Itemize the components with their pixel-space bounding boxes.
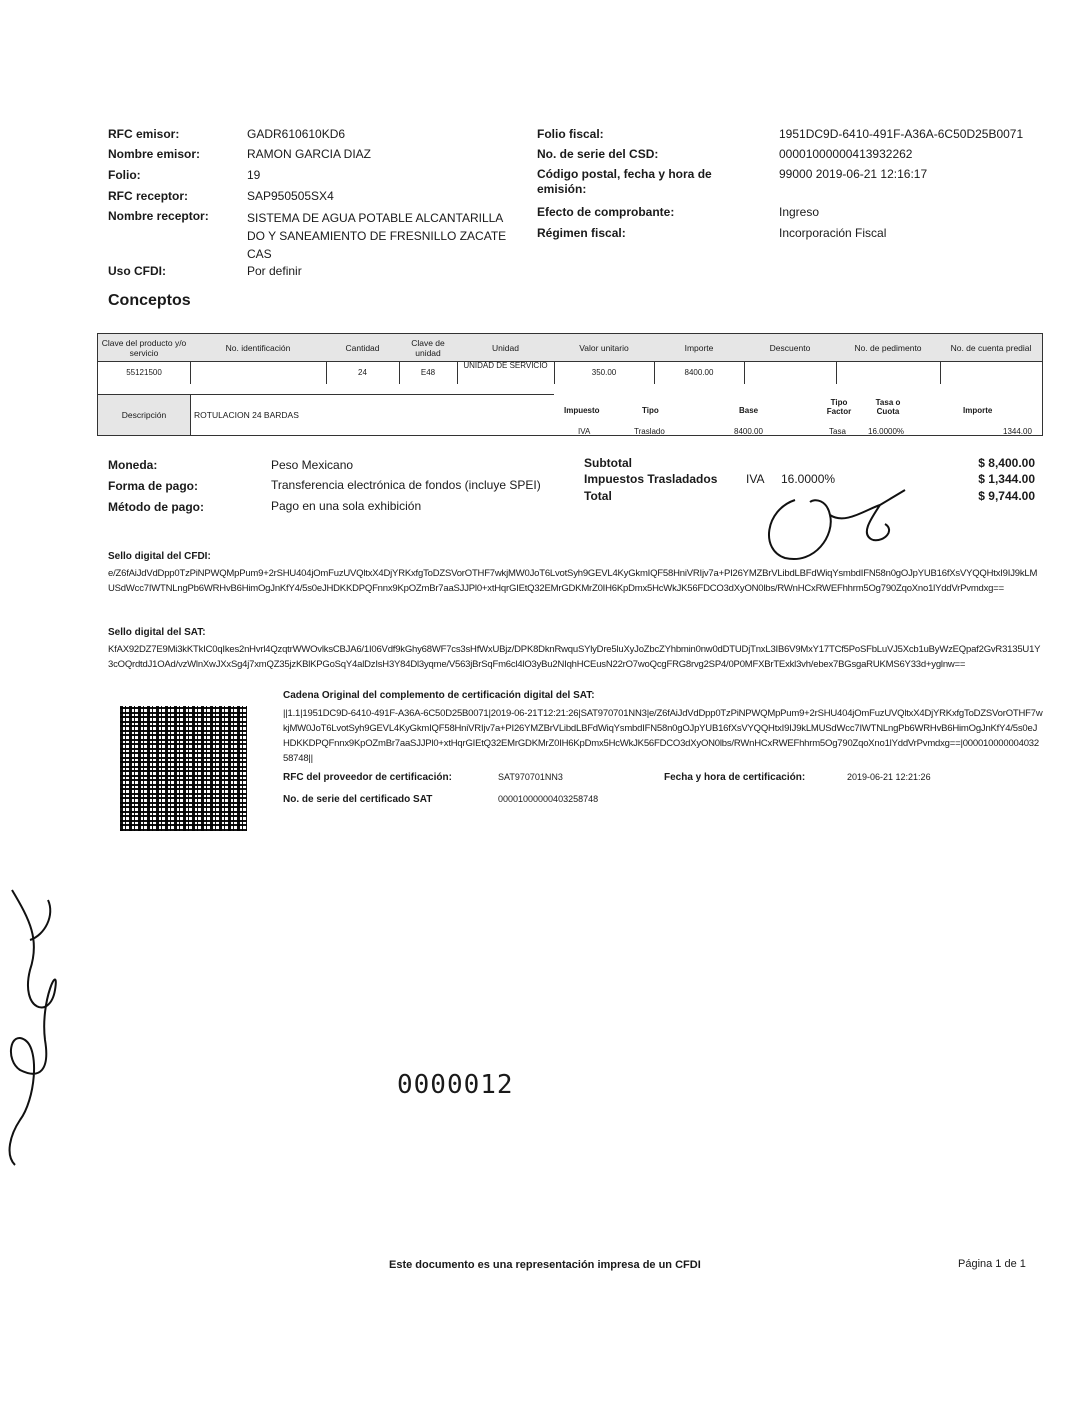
cell-descuento (744, 361, 837, 384)
sello-cfdi-label: Sello digital del CFDI: (108, 551, 211, 562)
tax-col-tipo-factor: Tipo Factor (826, 398, 852, 416)
total-value: $ 9,744.00 (978, 489, 1035, 503)
iva-label: IVA (746, 472, 765, 486)
folio-value: 19 (247, 168, 261, 182)
tax-importe: 1344.00 (1003, 427, 1032, 436)
col-cantidad: Cantidad (326, 334, 400, 361)
conceptos-title: Conceptos (108, 292, 191, 309)
col-importe: Importe (654, 334, 745, 361)
fecha-cert-label: Fecha y hora de certificación: (664, 772, 806, 783)
cell-importe: 8400.00 (654, 361, 745, 384)
subtotal-label: Subtotal (584, 456, 632, 470)
regimen-value: Incorporación Fiscal (779, 226, 887, 240)
col-clave-producto: Clave del producto y/o servicio (98, 334, 191, 361)
tax-col-tasa: Tasa o Cuota (875, 398, 901, 416)
rfc-receptor-value: SAP950505SX4 (247, 189, 334, 203)
cell-valor-unitario: 350.00 (554, 361, 655, 384)
fecha-cert-value: 2019-06-21 12:21:26 (847, 772, 931, 782)
regimen-label: Régimen fiscal: (537, 226, 626, 240)
col-pedimento: No. de pedimento (836, 334, 941, 361)
nombre-receptor-label: Nombre receptor: (108, 209, 209, 223)
tax-tasa: 16.0000% (868, 427, 905, 436)
nombre-emisor-value: RAMON GARCIA DIAZ (247, 147, 372, 161)
sello-cfdi-value: e/Z6fAiJdVdDpp0TzPiNPWQMpPum9+2rSHU404jOmFuzUVQltxX4DjYRKxfgToDZSVorOTHF7wkjMW0JoT6LvotSyh9GEVL4KyGkmIQF58HniVRIjv7a+PI26YMZBrVLibdLBFdWiqYsmbdIFN58n0gOJpYUB16fXsVYQQHtxI9IJ9kLMUSdWcc7IWTNLngPb6WRHvB6HimOgJnKfY4/5s0eJHDKKDPQFnnx9KpOZmBr7aaSJJPl0+xtHqrGIEtQ32EMrGDKMrZ0IH6KpDmx5HcWkJK56FDCO3dXyON0lbs/RWnHCxRWEFhhrm5Og790ZqoXno1lYddVrPvmdxg== (108, 568, 1038, 594)
serie-sat-value: 00001000000403258748 (498, 794, 599, 804)
tax-col-importe: Importe (963, 406, 993, 415)
cadena-value: ||1.1|1951DC9D-6410-491F-A36A-6C50D25B0071|2019-06-21T12:21:26|SAT970701NN3|e/Z6fAiJdVdDpp0TzPiNPWQMpPum9+2rSHU404jOmFuzUVQltxX4DjYRKxfgToDZSVorOTHF7wkjMW0JoT6LvotSyh9GEVL4KyGkmIQF58HniVRIjv7a+PI26YMZBrVLibdLBFdWiqYsmbdIFN58n0gOJpYUB16fXsVYQQHtxI9IJ9kLMUSdWcc7IWTNLngPb6WRHvB6HimOgJnKfY4/5s0eJHDKKDPQFnnx9KpOZmBr7aaSJJPl0+xtHqrGIEtQ32EMrGDKMrZ0IH6KpDmx5HcWkJK56FDCO3dXyON0lbs/RWnHCxRWEFhhrm5Og790ZqoXno1lYddVrPvmdxg==|00001000000403258748|| (283, 708, 1043, 764)
qr-code (120, 706, 247, 831)
forma-pago-label: Forma de pago: (108, 479, 199, 493)
page-indicator: Página 1 de 1 (958, 1258, 1026, 1270)
sello-sat-label: Sello digital del SAT: (108, 627, 206, 638)
cell-no-identificacion (190, 361, 327, 384)
subtotal-value: $ 8,400.00 (978, 456, 1035, 470)
tax-col-tipo: Tipo (642, 406, 659, 415)
moneda-label: Moneda: (108, 458, 158, 472)
col-descuento: Descuento (744, 334, 837, 361)
conceptos-table (97, 333, 1043, 436)
tax-tipo: Traslado (634, 427, 665, 436)
cadena-label: Cadena Original del complemento de certificación digital del SAT: (283, 690, 595, 701)
sello-sat-value: KfAX92DZ7E9Mi3kKTkIC0qIkes2nHvrl4QzqtrWWOvlksCBJA6/1I06Vdf9kGhy68WF7cs3sHfWxUBjz/DPK8DknRwquSYlyDre5luXyJoZbcZYhbmin0nw0dDTUDjTnxL3IB6V9MxY17TCf5PoSFbLuVJ5Xcb1uByWzEQpaf2GvR3135U1Y3cOQrdtdJ1OAd/vzWlnXwJXxSg4j7xmQZ35jzKBlKPGoSqY4alDzIsH3Y84Dl3yqme/V563jBrSqFm6cl4lO3yBu2NIqhHCEusN22rO7woQcgFRG8rvg2SP4/0P0MFXBrTExkl3vh/ebex7BGsgaRUKMS6Y33d+yglnw== (108, 644, 1041, 670)
stamp-number: 0000012 (397, 1070, 514, 1100)
margin-signature (0, 880, 80, 1170)
cell-cuenta-predial (940, 361, 1042, 384)
col-no-identificacion: No. identificación (190, 334, 327, 361)
folio-fiscal-label: Folio fiscal: (537, 127, 604, 141)
metodo-pago-value: Pago en una sola exhibición (271, 499, 422, 513)
col-valor-unitario: Valor unitario (554, 334, 655, 361)
tax-base: 8400.00 (734, 427, 763, 436)
col-unidad: Unidad (457, 334, 555, 361)
cell-pedimento (836, 361, 941, 384)
uso-cfdi-value: Por definir (247, 264, 302, 278)
cell-cantidad: 24 (326, 361, 400, 384)
rfc-emisor-label: RFC emisor: (108, 127, 180, 141)
efecto-label: Efecto de comprobante: (537, 205, 675, 219)
forma-pago-value: Transferencia electrónica de fondos (incluye SPEI) (271, 478, 541, 492)
iva-rate: 16.0000% (781, 472, 836, 486)
tax-col-impuesto: Impuesto (564, 406, 600, 415)
impuestos-value: $ 1,344.00 (978, 472, 1035, 486)
folio-label: Folio: (108, 168, 141, 182)
efecto-value: Ingreso (779, 205, 820, 219)
rfc-proveedor-label: RFC del proveedor de certificación: (283, 772, 452, 783)
tax-impuesto: IVA (578, 427, 591, 436)
rfc-receptor-label: RFC receptor: (108, 189, 189, 203)
rfc-proveedor-value: SAT970701NN3 (498, 772, 563, 782)
footer-text: Este documento es una representación impresa de un CFDI (389, 1259, 701, 1271)
col-clave-unidad: Clave de unidad (399, 334, 458, 361)
uso-cfdi-label: Uso CFDI: (108, 264, 166, 278)
cell-unidad: UNIDAD DE SERVICIO (457, 361, 555, 384)
descripcion-label: Descripción (98, 395, 191, 435)
total-label: Total (584, 489, 612, 503)
impuestos-label: Impuestos Trasladados (584, 472, 718, 486)
metodo-pago-label: Método de pago: (108, 500, 204, 514)
nombre-emisor-label: Nombre emisor: (108, 147, 201, 161)
serie-sat-label: No. de serie del certificado SAT (283, 794, 433, 805)
col-cuenta-predial: No. de cuenta predial (940, 334, 1042, 361)
nombre-receptor-value: SISTEMA DE AGUA POTABLE ALCANTARILLA DO Y SANEAMIENTO DE FRESNILLO ZACATE CAS (247, 211, 507, 261)
tax-col-base: Base (739, 406, 759, 415)
serie-csd-value: 00001000000413932262 (779, 147, 913, 161)
cp-fecha-value: 99000 2019-06-21 12:16:17 (779, 167, 928, 181)
signature-graphic (755, 480, 915, 570)
cell-clave-producto: 55121500 (98, 361, 191, 384)
serie-csd-label: No. de serie del CSD: (537, 147, 659, 161)
moneda-value: Peso Mexicano (271, 458, 354, 472)
descripcion-value: ROTULACION 24 BARDAS (194, 410, 299, 420)
rfc-emisor-value: GADR610610KD6 (247, 127, 346, 141)
folio-fiscal-value: 1951DC9D-6410-491F-A36A-6C50D25B0071 (779, 127, 1024, 141)
tax-tipo-factor: Tasa (829, 427, 846, 436)
cp-fecha-label: Código postal, fecha y hora de emisión: (537, 167, 712, 196)
cell-clave-unidad: E48 (399, 361, 458, 384)
